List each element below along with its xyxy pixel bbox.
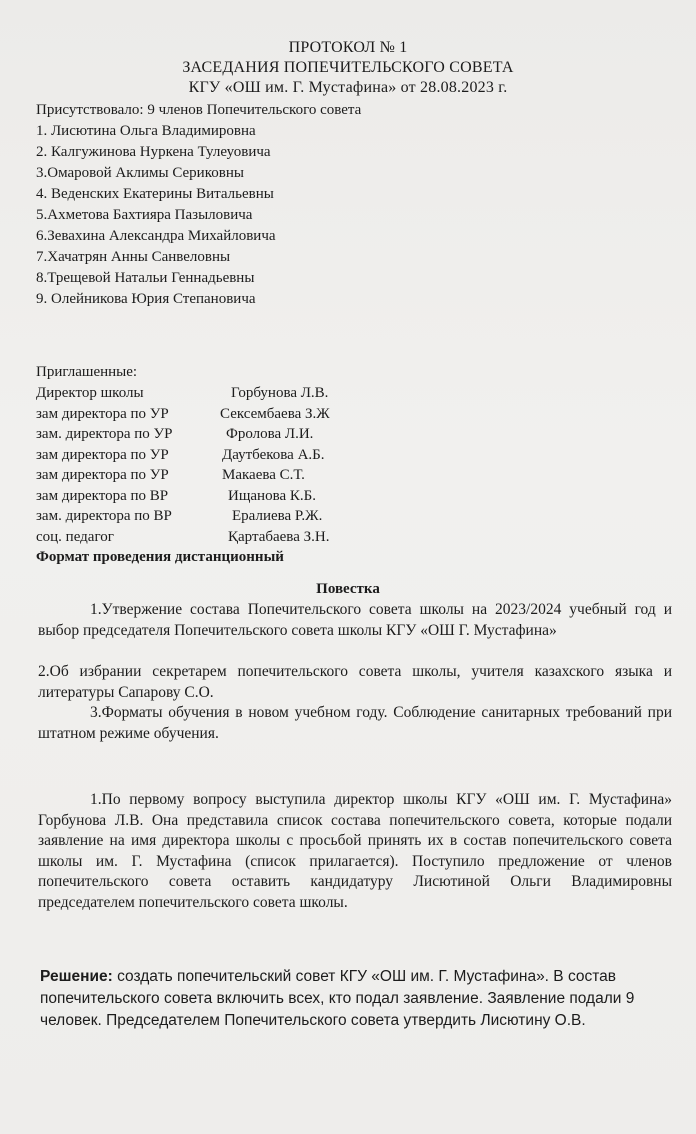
invited-role: зам директора по УР: [36, 467, 169, 483]
agenda-item-1: 1.Утвержение состава Попечительского совета школы на 2023/2024 учебный год и выбор председателя Попечительского совета школы КГУ «ОШ Г. Мустафина»: [38, 601, 672, 639]
member-list-item: 2. Калгужинова Нуркена Тулеуовича: [36, 144, 271, 160]
protocol-subtitle: ЗАСЕДАНИЯ ПОПЕЧИТЕЛЬСКОГО СОВЕТА: [182, 59, 514, 76]
invited-row: [36, 486, 396, 507]
agenda-item-2: 2.Об избрании секретарем попечительского совета школы, учителя казахского языка и литературы Сапарову С.О.: [38, 663, 672, 701]
member-list-item: 5.Ахметова Бахтияра Пазыловича: [36, 207, 253, 223]
invited-row: [36, 506, 396, 527]
member-list-item: 9. Олейникова Юрия Степановича: [36, 291, 256, 307]
agenda-item-3: 3.Форматы обучения в новом учебном году. Соблюдение санитарных требований при штатном режиме обучения.: [38, 704, 672, 742]
invited-role: зам директора по УР: [36, 405, 169, 422]
invited-name: Ищанова К.Б.: [228, 487, 316, 504]
invited-label: Приглашенные:: [36, 364, 138, 380]
invited-row: [36, 465, 396, 486]
member-list-item: 3.Омаровой Аклимы Сериковны: [36, 165, 244, 181]
invited-name: Қартабаева З.Н.: [228, 528, 330, 545]
member-list-item: 8.Трещевой Натальи Геннадьевны: [36, 270, 255, 286]
decision-text: создать попечительский совет КГУ «ОШ им. Г. Мустафина». В состав попечительского совета включить всех, кто подал заявление. Заявление подали 9 человек. Председателем Попечительского совета утвердить Лисютину О.В.: [40, 968, 635, 1029]
invited-row: [36, 445, 396, 466]
organization-date: КГУ «ОШ им. Г. Мустафина» от 28.08.2023 г.: [188, 79, 508, 96]
member-list-item: 1. Лисютина Ольга Владимировна: [36, 123, 256, 139]
attendance-section: [36, 100, 361, 310]
invited-name: Даутбекова А.Б.: [222, 446, 325, 463]
meeting-format: Формат проведения дистанционный: [36, 549, 284, 565]
invited-name: Ералиева Р.Ж.: [232, 508, 323, 524]
invited-role: Директор школы: [36, 385, 144, 401]
invited-name: Макаева С.Т.: [222, 467, 305, 483]
document-header: [0, 38, 696, 98]
member-list-item: 6.Зевахина Александра Михайловича: [36, 228, 276, 244]
invited-name: Горбунова Л.В.: [231, 385, 329, 401]
invited-row: [36, 383, 396, 404]
invited-role: зам директора по ВР: [36, 487, 169, 504]
agenda-title: Повестка: [316, 581, 380, 597]
invited-row: [36, 527, 396, 548]
invited-section: [36, 362, 396, 568]
invited-role: зам директора по УР: [36, 446, 169, 463]
invited-row: [36, 404, 396, 425]
member-list-item: 4. Веденских Екатерины Витальевны: [36, 186, 274, 202]
attendance-label: Присутствовало: 9 членов Попечительского совета: [36, 102, 362, 118]
invited-role: соц. педагог: [36, 528, 114, 545]
invited-role: зам. директора по УР: [36, 426, 173, 442]
decision-label: Решение:: [40, 968, 113, 985]
invited-role: зам. директора по ВР: [36, 508, 172, 524]
invited-name: Фролова Л.И.: [226, 426, 314, 442]
invited-name: Сексембаева З.Ж: [220, 405, 330, 422]
invited-row: [36, 424, 396, 445]
discussion-paragraph: 1.По первому вопросу выступила директор школы КГУ «ОШ им. Г. Мустафина» Горбунова Л.В. Она представила список состава попечительского совета, которые подали заявление на имя директора школы с просьбой принять их в состав попечительского совета школы им. Г. Мустафина (список прилагается). Поступило предложение от членов попечительского совета оставить кандидатуру Лисютиной Ольги Владимировны председателем попечительского совета школы.: [38, 791, 672, 911]
member-list-item: 7.Хачатрян Анны Санвеловны: [36, 249, 231, 265]
decision-paragraph: [40, 966, 676, 1032]
protocol-title: ПРОТОКОЛ № 1: [288, 39, 408, 56]
